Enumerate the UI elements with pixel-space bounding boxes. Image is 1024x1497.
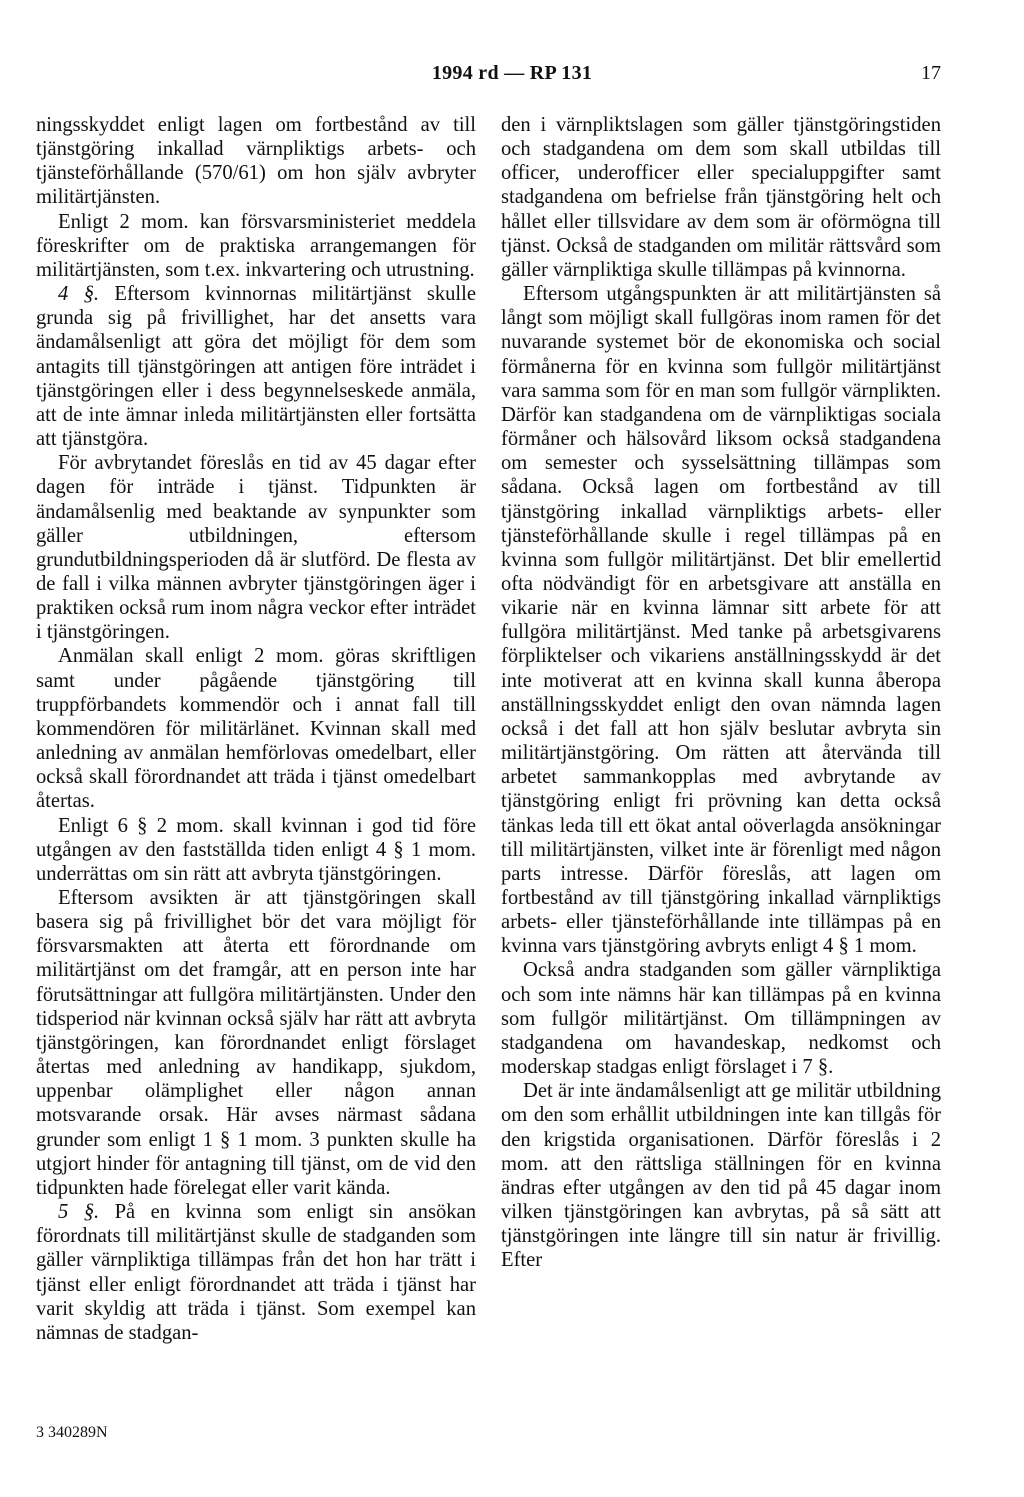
section-label: 4 §. [58,283,100,306]
paragraph: Det är inte ändamålsenligt att ge militär utbildning om den som erhållit utbildningen inte kan tillgås för den krigstida organisationen. Därför föreslås i 2 mom. att den rättsliga ställningen för en kvinna ändras efter utgången av den tid på 45 dagar inom vilken tjänstgöringen kan avbrytas, på så sätt att tjänstgöringen inte längre till sin natur är frivillig. Efter [501,1080,941,1272]
section-paragraph [36,1200,476,1345]
paragraph: Också andra stadganden som gäller värnpliktiga och som inte nämns här kan tillämpas på en kvinna som fullgör militärtjänst. Om tillämpningen av stadgandena om havandeskap, nedkomst och moderskap stadgas enligt förslaget i 7 §. [501,959,941,1079]
paragraph: ningsskyddet enligt lagen om fortbestånd av till tjänstgöring inkallad värnpliktigs arbets- och tjänsteförhållande (570/61) om hon själv avbryter militärtjänsten. [36,114,476,209]
running-title: 1994 rd — RP 131 [431,62,593,84]
paragraph: den i värnpliktslagen som gäller tjänstgöringstiden och stadgandena om dem som skall utbildas till officer, underofficer eller specialuppgifter samt stadgandena om befrielse från tjänstgöring helt och hållet eller tillsvidare av dem som är oförmögna till tjänst. Också de stadganden om militär rättsvård som gäller värnpliktiga skulle tillämpas på kvinnorna. [501,114,941,281]
page-header [0,62,1024,90]
footer-code: 3 340289N [36,1424,108,1441]
section-paragraph [36,282,476,451]
section-label: 5 §. [58,1201,100,1224]
paragraph: Eftersom utgångspunkten är att militärtjänsten så långt som möjligt skall fullgöras inom ramen för det nuvarande systemet bör de ekonomiska och social förmånerna för en kvinna som fullgör militärtjänst vara samma som för en man som fullgör värnplikten. Därför kan stadgandena om de värnpliktigas sociala förmåner och hälsovård liksom också stadgandena om semester och sysselsättning tillämpas som sådana. Också lagen om fortbestånd av till tjänstgöring inkallad värnpliktigs arbets- eller tjänsteförhållande skulle i regel tillämpas på en kvinna som fullgör militärtjänst. Det blir emellertid ofta nödvändigt för en arbetsgivare att anställa en vikarie när en kvinna lämnar sitt arbete för att fullgöra militärtjänst. Med tanke på arbetsgivarens förpliktelser och vikariens anställningsskydd är det inte motiverat att en kvinna skall kunna åberopa anställningsskyddet enligt den ovan nämnda lagen också i det fall att hon själv beslutar avbryta sin militärtjänstgöring. Om rätten att återvända till arbetet sammankopplas med avbrytande av tjänstgöring enligt fri prövning kan detta också tänkas leda till ett ökat antal oöverlagda ansökningar till militärtjänsten, vilket inte är förenligt med någon parts intresse. Därför föreslås, att lagen om fortbestånd av till tjänstgöring inkallad värnpliktigs arbets- eller tjänsteförhållande inte tillämpas på en kvinna vars tjänstgöring avbryts enligt 4 § 1 mom. [501,283,941,958]
paragraph: Anmälan skall enligt 2 mom. göras skriftligen samt under pågående tjänstgöring till truppförbandets kommendör och i annat fall till kommendören för militärlänet. Kvinnan skall med anledning av anmälan hemförlovas omedelbart, eller också skall förordnandet att träda i tjänst omedelbart återtas. [36,645,476,813]
section-text: Eftersom kvinnornas militärtjänst skulle grunda sig på frivillighet, har det ansetts vara ändamålsenligt att göra det möjligt för dem som antagits till tjänstgöringen att antigen före inträdet i tjänstgöringen eller i dess begynnelseskede anmäla, att de inte ämnar inleda militärtjänsten eller fortsätta att tjänstgöra. [36,283,477,451]
paragraph: För avbrytandet föreslås en tid av 45 dagar efter dagen för inträde i tjänst. Tidpunkten är ändamålsenlig med beaktande av synpunkter som gäller utbildningen, eftersom grundutbildningsperioden då är slutförd. De flesta av de fall i vilka männen avbryter tjänstgöringen äger i praktiken också rum inom några veckor efter inträdet i tjänstgöringen. [36,452,476,644]
paragraph: Enligt 6 § 2 mom. skall kvinnan i god tid före utgången av den fastställda tiden enligt 4 § 1 mom. underrättas om sin rätt att avbryta tjänstgöringen. [36,814,476,885]
paragraph: Enligt 2 mom. kan försvarsministeriet meddela föreskrifter om de praktiska arrangemangen för militärtjänsten, som t.ex. inkvartering och utrustning. [36,210,476,281]
left-column [36,113,476,1345]
right-column [501,113,941,1273]
section-text: På en kvinna som enligt sin ansökan förordnats till militärtjänst skulle de stadganden som gäller värnpliktiga tillämpas från det hon har trätt i tjänst eller enligt förordnandet att träda i tjänst har varit skyldig att träda i tjänst. Som exempel kan nämnas de stadgan- [36,1201,476,1344]
page-number: 17 [921,62,941,84]
paragraph: Eftersom avsikten är att tjänstgöringen skall basera sig på frivillighet bör det vara möjligt för försvarsmakten att återta ett förordnande om militärtjänst om det framgår, att en person inte har förutsättningar att fullgöra militärtjänsten. Under den tidsperiod när kvinnan också själv har rätt att avbryta tjänstgöringen, kan förordnandet enligt förslaget återtas med anledning av handikapp, sjukdom, uppenbar olämplighet eller någon annan motsvarande orsak. Här avses närmast sådana grunder som enligt 1 § 1 mom. 3 punkten skulle ha utgjort hinder för antagning till tjänst, om de vid den tidpunkten hade förelegat eller varit kända. [36,887,476,1199]
